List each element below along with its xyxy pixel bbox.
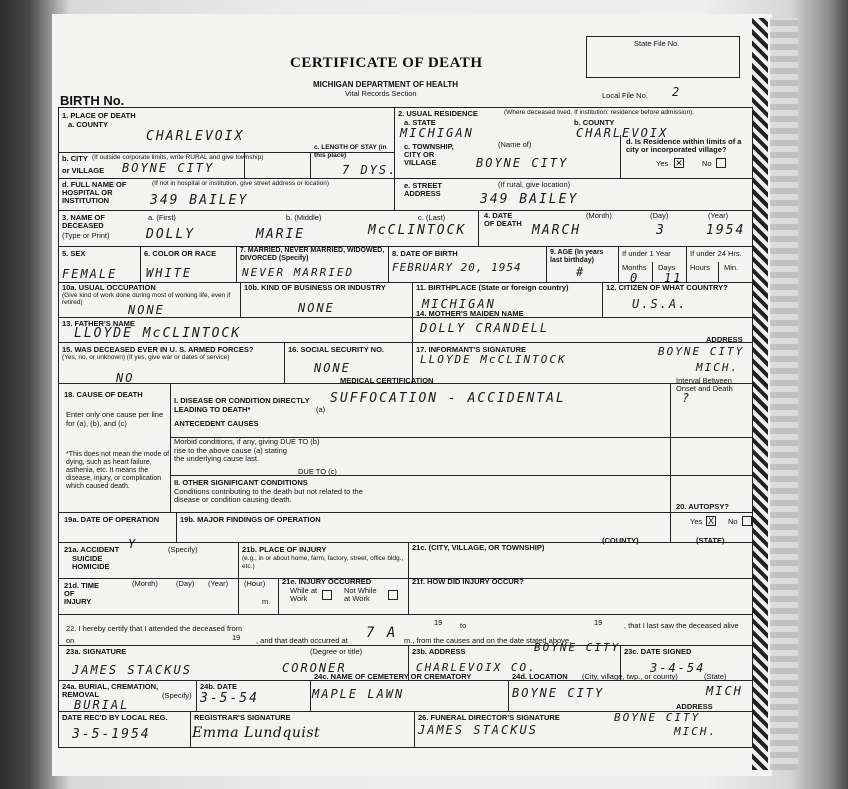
binding-edge [770, 18, 798, 770]
autopsy-no-checkbox[interactable] [742, 516, 752, 526]
name-note: (Type or Print) [62, 231, 110, 240]
autopsy-yes-mark: X [707, 516, 714, 526]
autopsy-yes-checkbox[interactable] [706, 516, 716, 526]
signer-title-value: CORONER [282, 661, 347, 675]
citizen-label: 12. CITIZEN OF WHAT COUNTRY? [606, 283, 728, 292]
city-label: b. CITY [62, 154, 88, 163]
birthplace-value: MICHIGAN [422, 297, 496, 311]
signer-address-value: CHARLEVOIX CO. [416, 661, 537, 674]
certify-last-seen: , that I last saw the deceased alive [624, 621, 739, 630]
department-name: MICHIGAN DEPARTMENT OF HEALTH [313, 80, 459, 89]
cemetery-value: MAPLE LAWN [312, 687, 405, 701]
birth-no-label: BIRTH No. [60, 93, 125, 108]
autopsy-yes-label: Yes [690, 517, 703, 526]
informant-address-line1: BOYNE CITY [658, 345, 745, 358]
death-year-label: (Year) [708, 211, 729, 220]
last-name-value: McCLINTOCK [368, 223, 467, 238]
cause-a-label: (a) [316, 405, 326, 414]
certify-year-3: 19 [232, 633, 241, 642]
residence-state-value: MICHIGAN [400, 126, 474, 140]
section-name: Vital Records Section [345, 89, 417, 98]
months-label: Months [622, 263, 647, 272]
signer-address-label: 23b. ADDRESS [412, 647, 466, 656]
certify-year-2: 19 [594, 618, 603, 627]
underlying-cause-label: rise to the above cause (a) stating the underlying cause last. [174, 446, 287, 463]
certify-year-1: 19 [434, 618, 443, 627]
signer-value: JAMES STACKUS [72, 663, 192, 677]
location-note: (City, village, twp., or county) [582, 672, 678, 681]
occupation-label: 10a. USUAL OCCUPATION [62, 283, 156, 292]
signature-label: 23a. SIGNATURE [66, 647, 127, 656]
burial-date-label: 24b. DATE [200, 682, 237, 691]
due-to-c-label: DUE TO (c) [298, 467, 337, 476]
county-value: CHARLEVOIX [146, 129, 245, 144]
injury-state-label: (STATE) [696, 536, 725, 545]
within-limits-label: d. Is Residence within limits of a city or incorporated village? [626, 137, 742, 154]
funeral-director-value: JAMES STACKUS [418, 723, 538, 737]
days-label: Days [658, 263, 676, 272]
burial-date-value: 3-5-54 [200, 691, 259, 706]
marital-status-label: 7. MARRIED, NEVER MARRIED, WIDOWED, DIVORCED (Specify) [240, 247, 385, 262]
interval-value: ? [682, 391, 692, 405]
injury-county-label: (COUNTY) [602, 536, 639, 545]
ssn-label: 16. SOCIAL SECURITY NO. [288, 345, 384, 354]
residence-state-label: a. STATE [404, 118, 436, 127]
signer-address-city: BOYNE CITY [534, 641, 621, 654]
armed-forces-label: 15. WAS DECEASED EVER IN U. S. ARMED FORCES? [62, 345, 254, 354]
certificate-title: CERTIFICATE OF DEATH [290, 55, 483, 71]
place-of-death-label: 1. PLACE OF DEATH [62, 111, 136, 120]
date-of-death-label: 4. DATE OF DEATH [484, 211, 522, 228]
burial-value: BURIAL [74, 698, 130, 712]
dob-value: FEBRUARY 20, 1954 [392, 261, 522, 274]
sex-label: 5. SEX [62, 249, 86, 258]
cause-of-death-label: 18. CAUSE OF DEATH [64, 390, 143, 399]
under-1-year-label: If under 1 Year [622, 249, 671, 258]
accident-specify-label: (Specify) [168, 545, 198, 554]
death-year-value: 1954 [706, 223, 746, 238]
operation-findings-label: 19b. MAJOR FINDINGS OF OPERATION [180, 515, 321, 524]
injury-city-label: 21c. (CITY, VILLAGE, OR TOWNSHIP) [412, 543, 545, 552]
within-limits-no-label: No [702, 159, 712, 168]
street-address-label: e. STREET ADDRESS [404, 181, 442, 198]
degree-title-label: (Degree or title) [310, 647, 363, 656]
other-conditions-label: II. OTHER SIGNIFICANT CONDITIONS [174, 478, 308, 487]
causes-statement: m., from the causes and on the date stated above. [404, 636, 572, 645]
date-received-value: 3-5-1954 [72, 727, 151, 742]
usual-residence-label: 2. USUAL RESIDENCE [398, 109, 478, 118]
business-value: NONE [298, 301, 335, 315]
while-at-work-checkbox[interactable] [322, 590, 332, 600]
place-of-injury-note: (e.g., in or about home, farm, factory, street, office bldg., etc.) [242, 555, 404, 570]
first-name-label: a. (First) [148, 213, 176, 222]
interval-label: Interval Between Onset and Death [676, 376, 733, 393]
accident-mark: Y [128, 537, 138, 551]
death-month-value: MARCH [532, 223, 582, 238]
hospital-label: d. FULL NAME OF HOSPITAL OR INSTITUTION [62, 180, 127, 205]
death-occurred-label: , and that death occurred at [256, 636, 348, 645]
injury-year-label: (Year) [208, 579, 229, 588]
residence-city-label: c. TOWNSHIP, CITY OR VILLAGE [404, 142, 454, 167]
ssn-value: NONE [314, 361, 351, 375]
place-of-injury-label: 21b. PLACE OF INJURY [242, 545, 327, 554]
burial-specify-label: (Specify) [162, 691, 192, 700]
residence-city-name-label: (Name of) [498, 140, 532, 149]
minutes-label: Min. [724, 263, 739, 272]
informant-label: 17. INFORMANT'S SIGNATURE [416, 345, 526, 354]
occupation-note: (Give kind of work done during most of working life, even if retired) [62, 292, 231, 306]
registrar-signature-value: Emma Lundquist [192, 725, 321, 741]
length-of-stay-label: c. LENGTH OF STAY (in this place) [314, 144, 387, 159]
location-state-value: MICH [706, 684, 743, 698]
age-months-value: 0 [630, 271, 640, 285]
armed-forces-value: NO [116, 371, 135, 385]
cause-instruction: Enter only one cause per line for (a), (b), and (c) [66, 410, 164, 428]
antecedent-causes-label: ANTECEDENT CAUSES [174, 419, 259, 428]
city-value: BOYNE CITY [122, 161, 215, 175]
business-label: 10b. KIND OF BUSINESS OR INDUSTRY [244, 283, 386, 292]
local-file-label: Local File No. [602, 91, 648, 100]
death-time-value: 7 A [366, 625, 398, 641]
occupation-value: NONE [128, 303, 165, 317]
cause-footnote: *This does not mean the mode of dying, such as heart failure, asthenia, etc. It means the disease, injury, or complication which caused death. [66, 451, 170, 490]
date-signed-value: 3-4-54 [650, 661, 706, 675]
certify-statement: 22. I hereby certify that I attended the deceased from [66, 624, 242, 633]
not-while-at-work-checkbox[interactable] [388, 590, 398, 600]
last-name-label: c. (Last) [418, 213, 446, 222]
village-label: or VILLAGE [62, 166, 105, 175]
injury-occurred-label: 21e. INJURY OCCURRED [282, 577, 372, 586]
residence-city-value: BOYNE CITY [476, 156, 569, 170]
local-file-value: 2 [672, 85, 682, 99]
funeral-director-label: 26. FUNERAL DIRECTOR'S SIGNATURE [418, 713, 560, 722]
suicide-homicide-label: SUICIDE HOMICIDE [72, 554, 110, 571]
residence-county-value: CHARLEVOIX [576, 126, 669, 140]
usual-residence-note: (Where deceased lived. If institution: residence before admission). [504, 109, 695, 116]
hospital-value: 349 BAILEY [150, 193, 249, 208]
name-label: 3. NAME OF DECEASED [62, 213, 105, 230]
time-of-injury-label: 21d. TIME OF INJURY [64, 581, 100, 606]
other-conditions-note: Conditions contributing to the death but not related to the disease or condition causing death. [174, 487, 363, 504]
binding-strip [752, 18, 768, 770]
residence-county-label: b. COUNTY [574, 118, 615, 127]
armed-forces-note: (Yes, no, or unknown) (If yes, give war or dates of service) [62, 354, 230, 361]
state-file-label: State File No. [634, 39, 680, 48]
birthplace-label: 11. BIRTHPLACE (State or foreign country) [416, 283, 569, 292]
informant-address-line2: MICH. [696, 361, 740, 374]
citizen-value: U.S.A. [632, 297, 688, 311]
street-address-note: (If rural, give location) [498, 180, 571, 189]
disease-condition-label: I. DISEASE OR CONDITION DIRECTLY LEADING TO DEATH* [174, 396, 310, 414]
injury-m-label: m. [262, 597, 271, 606]
how-injury-label: 21f. HOW DID INJURY OCCUR? [412, 577, 524, 586]
not-while-at-work-label: Not While at Work [344, 586, 377, 603]
within-limits-no-checkbox[interactable] [716, 158, 726, 168]
certify-to-label: to [460, 621, 467, 630]
morbid-conditions-label: Morbid conditions, if any, giving DUE TO (b) [174, 437, 320, 446]
length-of-stay-value: 7 DYS. [342, 163, 398, 177]
location-label: 24d. LOCATION [512, 672, 568, 681]
death-month-label: (Month) [586, 211, 612, 220]
certify-on-label: on [66, 636, 75, 645]
injury-hour-label: (Hour) [244, 579, 266, 588]
mother-name-label: 14. MOTHER'S MAIDEN NAME [416, 309, 524, 318]
street-address-value: 349 BAILEY [480, 192, 579, 207]
date-of-operation-label: 19a. DATE OF OPERATION [64, 515, 160, 524]
county-label: a. COUNTY [68, 120, 109, 129]
cemetery-label: 24c. NAME OF CEMETERY OR CREMATORY [314, 672, 472, 681]
age-label: 9. AGE (In years last birthday) [550, 249, 604, 264]
accident-label: 21a. ACCIDENT [64, 545, 120, 554]
sex-value: FEMALE [62, 267, 118, 281]
injury-month-label: (Month) [132, 579, 158, 588]
father-name-value: LLOYDE McCLINTOCK [74, 326, 242, 341]
informant-address-label: ADDRESS [706, 335, 743, 344]
under-24-hours-label: If under 24 Hrs. [690, 249, 742, 258]
death-day-label: (Day) [650, 211, 669, 220]
within-limits-yes-label: Yes [656, 159, 669, 168]
date-signed-label: 23c. DATE SIGNED [624, 647, 692, 656]
informant-value: LLOYDE McCLINTOCK [420, 353, 567, 366]
location-state-label: (State) [704, 672, 727, 681]
injury-day-label: (Day) [176, 579, 195, 588]
dob-label: 8. DATE OF BIRTH [392, 249, 458, 258]
funeral-address-label: ADDRESS [676, 702, 713, 711]
autopsy-label: 20. AUTOPSY? [676, 502, 729, 511]
middle-name-value: MARIE [256, 227, 306, 242]
autopsy-no-label: No [728, 517, 738, 526]
age-value: # [576, 265, 586, 279]
death-day-value: 3 [656, 223, 666, 238]
within-limits-yes-checkbox[interactable]: ✕ [675, 158, 683, 168]
burial-label: 24a. BURIAL, CREMATION, REMOVAL [62, 682, 159, 699]
funeral-address-line1: BOYNE CITY [614, 711, 701, 724]
city-note: (If outside corporate limits, write RURAL and give township) [92, 154, 264, 161]
while-at-work-label: While at Work [290, 586, 318, 603]
hospital-note: (If not in hospital or institution, give street address or location) [152, 180, 330, 187]
mother-name-value: DOLLY CRANDELL [420, 321, 550, 335]
medical-certification-heading: MEDICAL CERTIFICATION [340, 376, 434, 385]
middle-name-label: b. (Middle) [286, 213, 322, 222]
funeral-address-line2: MICH. [674, 725, 718, 738]
cause-a-value: SUFFOCATION - ACCIDENTAL [330, 391, 566, 406]
father-name-label: 13. FATHER'S NAME [62, 319, 135, 328]
marital-status-value: NEVER MARRIED [242, 266, 355, 279]
location-value: BOYNE CITY [512, 686, 605, 700]
race-label: 6. COLOR OR RACE [144, 249, 217, 258]
date-received-label: DATE REC'D BY LOCAL REG. [62, 713, 168, 722]
hours-label: Hours [690, 263, 711, 272]
registrar-signature-label: REGISTRAR'S SIGNATURE [194, 713, 291, 722]
age-days-value: 11 [664, 271, 683, 285]
first-name-value: DOLLY [146, 227, 196, 242]
race-value: WHITE [146, 266, 193, 280]
